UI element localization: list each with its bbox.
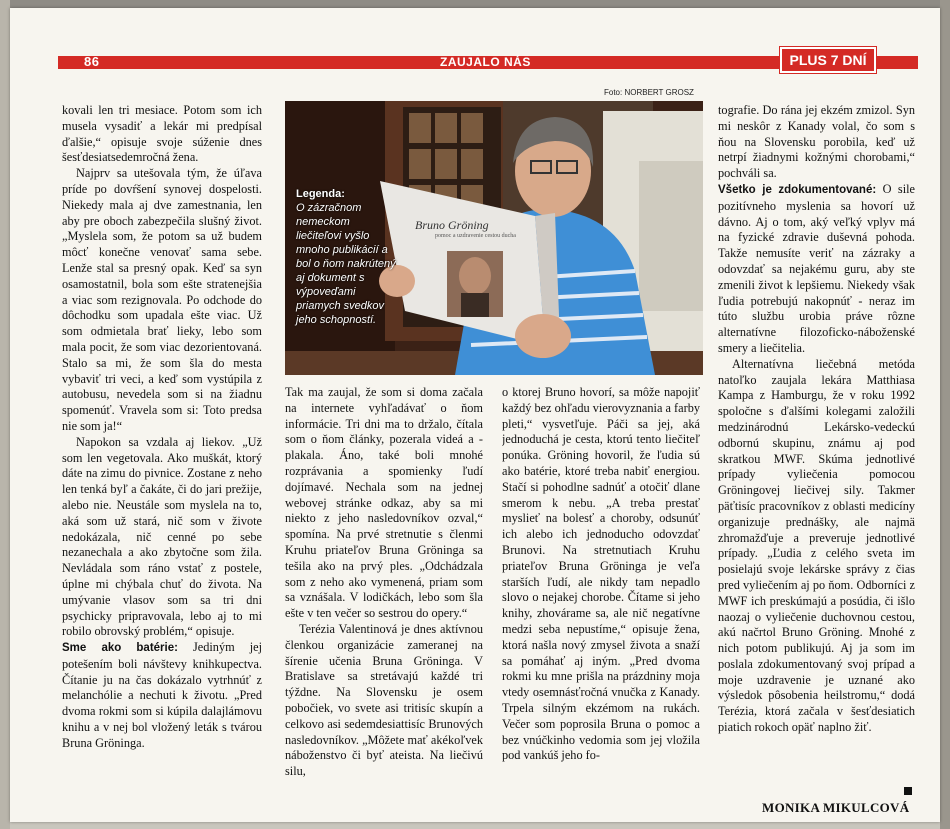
photo-credit: Foto: NORBERT GROSZ xyxy=(604,88,694,97)
article-column-4 xyxy=(718,103,915,815)
article-column-3 xyxy=(502,385,700,815)
paragraph-with-subhead xyxy=(62,640,262,752)
scan-edge-left xyxy=(0,0,10,829)
scan-edge-right xyxy=(940,0,950,829)
paragraph: Tak ma zaujal, že som si doma začala na internete vyhľadávať o ňom informácie. Tri dni ma to držalo, čítala som o ňom články, pozerala videá a - plakala. Áno, také boli mnohé rozprávania a spomienky ľudí dojímavé. Nechala som na jednej webovej stránke odkaz, aby sa mi niekto z jeho nasledovníkov ozval,“ spomína. Na prvé stretnutie s členmi Kruhu priateľov Bruna Gröninga sa tešila ako na prvý ples. „Odchádzala som z neho ako vymenená, priam som sa vznášala. V lodičkách, lebo som šla ešte v ten večer so sestrou do opery.“ xyxy=(285,385,483,621)
caption-text: O zázračnom nemeckom liečiteľovi vyšlo mnoho publikácií a bol o ňom nakrútený aj dokument s výpoveďami priamych svedkov jeho schopností. xyxy=(296,202,396,326)
paragraph-text: Jediným jej potešením boli návštevy knihkupectva. Čítanie ju na čas dokázalo vytrhnúť z melanchólie a nechuti k životu. „Pred dvoma rokmi som si kúpila dalajlámovu knihu a v nej bol vložený leták s tvárou Bruna Gröninga. xyxy=(62,640,262,750)
paragraph: Terézia Valentinová je dnes aktívnou členkou organizácie zameranej na šírenie učenia Bruna Gröninga. V Bratislave sa stretávajú každé tri týždne. Na Slovensku je osem pobočiek, vo svete asi tritisíc skupín a celkovo asi sedemdesiattisíc Brunových nasledovníkov. „Môžete mať akékoľvek náboženstvo či byť ateista. Na liečivú silu, xyxy=(285,621,483,779)
end-mark xyxy=(904,787,912,795)
booklet-subtitle: pomoc a uzdravenie cestou ducha xyxy=(435,233,516,239)
caption-title: Legenda: xyxy=(296,188,345,200)
author-byline: MONIKA MIKULCOVÁ xyxy=(762,800,910,815)
paragraph: o ktorej Bruno hovorí, sa môže napojiť každý bez ohľadu vierovyznania a farby pleti,“ vysvetľuje. Páči sa jej, aká jednoduchá je cesta, ktorú tento liečiteľ ponúka. Gröning hovoril, že ľudia sú ako batérie, ktoré treba nabiť energiou. Stačí si pohodlne sadnúť a otočiť dlane smerom k nebu. „A treba prestať myslieť na bolesť a choroby, odsunúť ich alebo ich jednoducho odovzdať Brunovi. Na stretnutiach Kruhu priateľov Bruna Gröninga je veľa starších ľudí, ale nikdy tam nepadlo slovo o nejakej chorobe. Čítame si jeho knihy, zhovárame sa, ale nič negatívne medzi seba nepustíme,“ opisuje žena, ktorá našla nový zmysel života a snaží sa pomáhať aj iným. „Pred dvoma rokmi ku mne prišla na prázdniny moja vtedy osemnásťročná vnučka z Kanady. Trpela silným ekzémom na rukách. Večer som poprosila Bruna o pomoc a bez vnúčkinho vedomia som jej vložila pod vankúš jeho fo- xyxy=(502,385,700,763)
page-number: 86 xyxy=(84,54,100,69)
paragraph: Alternatívna liečebná metóda natoľko zaujala lekára Matthiasa Kampa z Hamburgu, že v roku 1992 spoločne s ďalšími kolegami založili medzinárodnú Lekársko-vedeckú odbornú skupinu, známu aj pod skratkou MWF. Skúma jednotlivé prípady vyliečenia pomocou Gröningovej liečivej sily. Takmer päťtisíc pracovníkov z oblasti medicíny organizuje prednášky, ale najmä zhromažďuje a preveruje jednotlivé prípady. „Ľudia z celého sveta im posielajú svoje lekárske správy z čias pred vyliečením aj po ňom. Odborníci z MWF ich preskúmajú a posúdia, či išlo naozaj o vyliečenie duchovnou cestou, akú načrtol Bruno Gröning. Mnohé z nich potom publikujú. Aj ja som im poslala zdokumentovaný svoj prípad a moje uzdravenie je uznané ako výsledok pôsobenia heilstromu,“ dodá Terézia, ktorá začala v šesťdesiatich piatich rokoch opäť naplno žiť. xyxy=(718,356,915,735)
scan-edge-top xyxy=(0,0,950,8)
section-title: ZAUJALO NÁS xyxy=(440,55,531,69)
paragraph-with-subhead xyxy=(718,182,915,357)
paragraph: tografie. Do rána jej ekzém zmizol. Syn mi neskôr z Kanady volal, čo som s ňou na Slovensku porobila, keď už netrpí žiadnymi kožnými chorobami,“ pochváli sa. xyxy=(718,103,915,181)
booklet-title: Bruno Gröning xyxy=(415,218,489,232)
paragraph: Najprv sa utešovala tým, že úľava príde po dovŕšení synovej dospelosti. Niekedy mala aj dve zamestnania, len aby pre oboch zabezpečila slušný život. „Myslela som, že potom sa už budem môcť konečne venovať sama sebe. Lenže stal sa presný opak. Keď sa syn osamostatnil, bola som ešte stratenejšia a viac som rezignovala. Po odchode do dôchodku som upadala ešte viac. Už som odmietala brať lieky, lebo som mala pocit, že som viac dezorientovaná. Stalo sa mi, že som šla do mesta vybaviť tri veci, a keď som vystúpila z autobusu, nevedela som si na žiadnu spomenúť. Vravela som si: Toto predsa nie som ja!“ xyxy=(62,166,262,433)
photo-caption xyxy=(296,187,396,327)
paragraph: kovali len tri mesiace. Potom som ich musela vysadiť a lekár mi predpísal ďalšie,“ opisuje svoje súženie dnes šesťdesiatsedemročná žena. xyxy=(62,103,262,165)
subheading: Sme ako batérie: xyxy=(62,642,178,655)
article-column-1 xyxy=(62,103,262,817)
article-column-2 xyxy=(285,385,483,815)
subheading: Všetko je zdokumentované: xyxy=(718,183,877,196)
paragraph: Napokon sa vzdala aj liekov. „Už som len vegetovala. Ako muškát, ktorý dáte na zimu do pivnice. Zostane z neho len tenká byľ a čakáte, či do jari prežije, alebo nie. Neustále som myslela na to, aká som už stará, nič som v živote nedokázala, nič cenné po sebe nezanechala a ako zbytočne som žila. Nevládala som ráno vstať z postele, úplne mi chýbala chuť do života. Na umývanie vlasov som sa tri dni psychicky pripravovala, lebo aj to mi robilo obrovský problém,“ opisuje. xyxy=(62,434,262,639)
paragraph-text: O sile pozitívneho myslenia sa hovorí už dávno. Aj o tom, aký veľký vplyv má na fyzické zdravie duševná pohoda. Takže nemusíte veriť na zázraky a odovzdať sa nejakému guru, aby ste zmenili život k lepšiemu. Niekedy však ľudia potrebujú nakopnúť - neraz im túto službu urobia práve rôzne alternatívne filozoficko-náboženské smery a liečitelia. xyxy=(718,181,915,355)
magazine-badge: PLUS 7 DNÍ xyxy=(780,47,876,73)
